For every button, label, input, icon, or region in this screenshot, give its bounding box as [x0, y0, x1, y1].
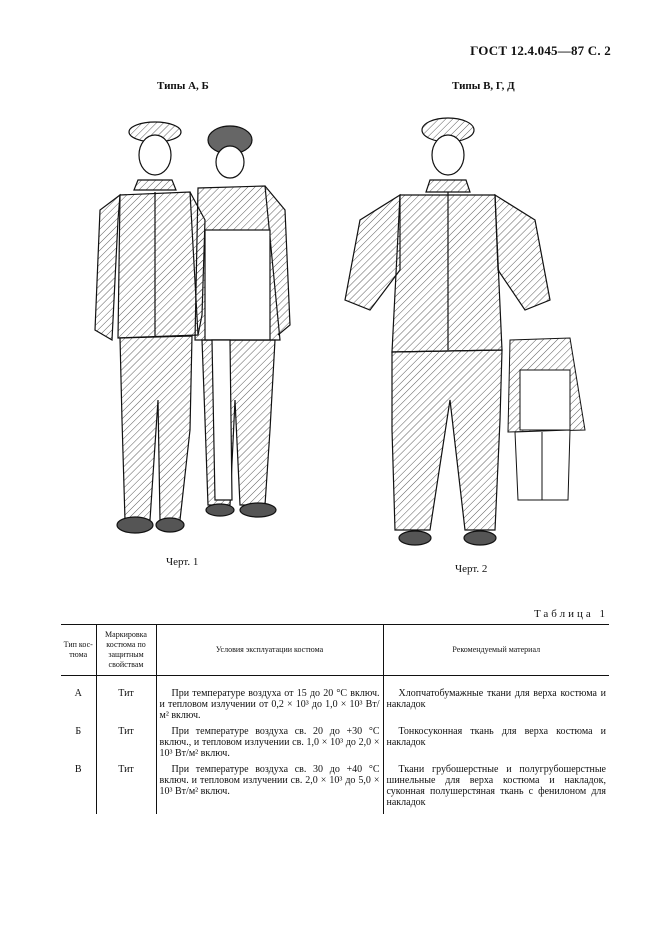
cell-marking: Тит — [96, 726, 156, 764]
front-suit-figure — [95, 122, 205, 533]
figure-1-label: Типы А, Б — [157, 80, 209, 92]
cell-conditions: При температуре воздуха св. 30 до +40 °С включ. и тепловом излучении св. 2,0 × 10³ до 5,0 × 10³ Вт/м² включ. — [156, 764, 383, 814]
table-row — [61, 726, 609, 764]
cell-marking: Тит — [96, 676, 156, 727]
figure-1-caption: Черт. 1 — [166, 556, 199, 568]
table-header-row — [61, 625, 609, 676]
header-marking: Маркировка костюма по защитным свойствам — [96, 625, 156, 676]
table-row — [61, 676, 609, 727]
cell-material: Хлопчатобумажные ткани для верха костюма и накладок — [383, 676, 609, 727]
cell-material: Ткани грубошерстные и полугрубошерстные шинельные для верха костюма и накладок, суконная полушерстяная ткань с фенилоном для накладок — [383, 764, 609, 814]
conditions-table — [61, 624, 609, 814]
cell-type: Б — [75, 726, 82, 737]
back-coverall-figure — [508, 338, 585, 500]
figure-2-caption: Черт. 2 — [455, 563, 488, 575]
cell-material: Тонкосуконная ткань для верха костюма и накладок — [383, 726, 609, 764]
figure-1-illustration — [80, 100, 320, 560]
table-row — [61, 764, 609, 814]
figure-2-label: Типы В, Г, Д — [452, 80, 515, 92]
cell-marking: Тит — [96, 764, 156, 814]
header-type: Тип кос-тюма — [61, 625, 96, 676]
back-suit-figure — [195, 126, 290, 517]
document-header: ГОСТ 12.4.045—87 С. 2 — [470, 43, 611, 58]
cell-conditions: При температуре воздуха от 15 до 20 °С включ. и тепловом излучении от 0,2 × 10³ до 1,0 × 10³ Вт/м² включ. — [156, 676, 383, 727]
cell-type: А — [74, 688, 82, 699]
header-material: Рекомендуемый материал — [383, 625, 609, 676]
figure-2-illustration — [330, 100, 600, 560]
table-title: Таблица 1 — [533, 608, 608, 620]
cell-type: В — [74, 764, 82, 775]
header-conditions: Условия эксплуатации костюма — [156, 625, 383, 676]
cell-conditions: При температуре воздуха св. 20 до +30 °С включ., и тепловом излучении св. 1,0 × 10³ до 2,0 × 10³ Вт/м² включ. — [156, 726, 383, 764]
